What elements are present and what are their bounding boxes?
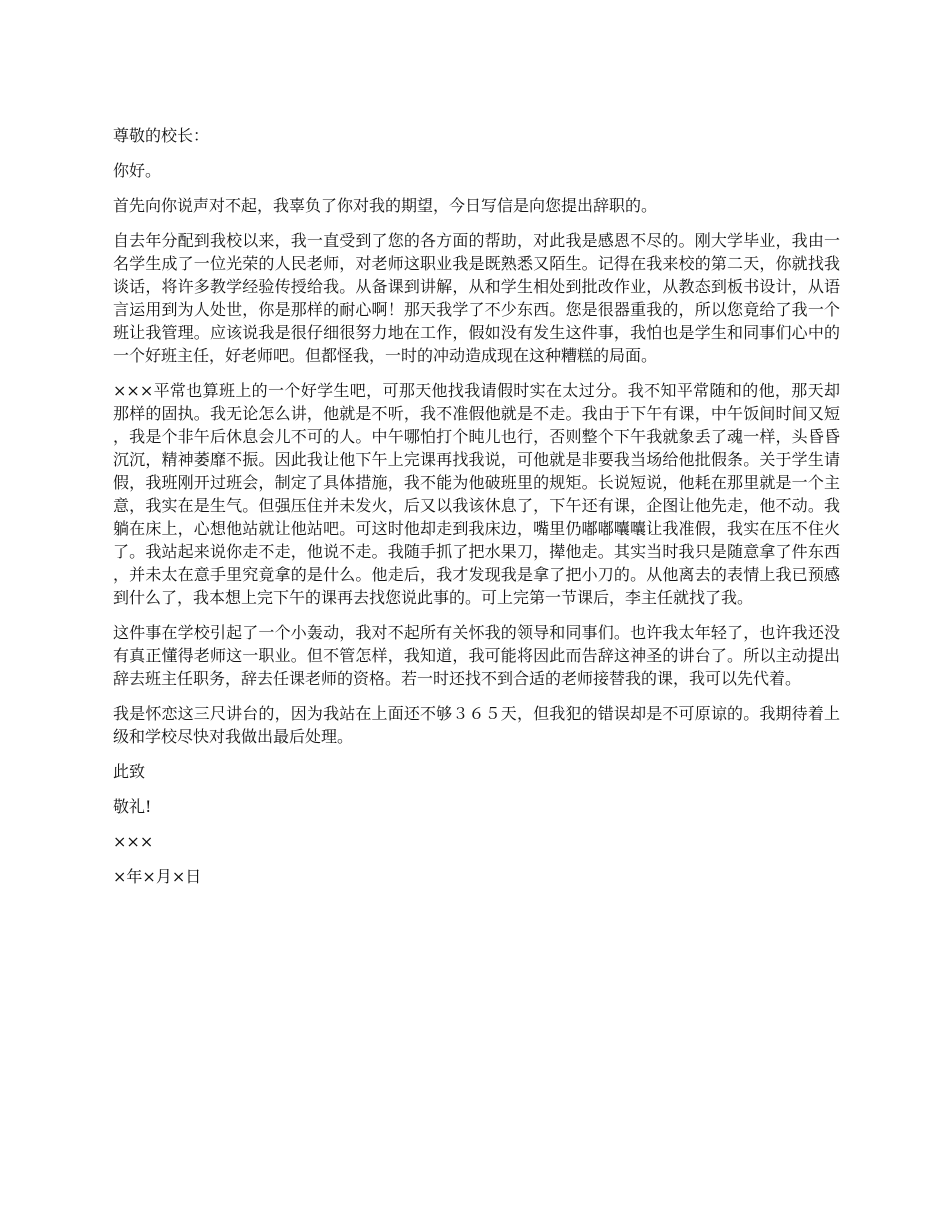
paragraph-conclusion: 我是怀恋这三尺讲台的，因为我站在上面还不够３６５天，但我犯的错误却是不可原谅的。我期待着上级和学校尽快对我做出最后处理。 bbox=[113, 704, 840, 746]
paragraph-apology: 首先向你说声对不起，我辜负了你对我的期望，今日写信是向您提出辞职的。 bbox=[113, 196, 658, 215]
letter-body bbox=[113, 124, 840, 900]
paragraph-incident: ×××平常也算班上的一个好学生吧，可那天他找我请假时实在太过分。我不知平常随和的他，那天却那样的固执。我无论怎么讲，他就是不听，我不准假他就是不走。我由于下午有课，中午饭间时间又短，我是个非午后休息会儿不可的人。中午哪怕打个盹儿也行，否则整个下午我就象丢了魂一样，头昏昏沉沉，精神萎靡不振。因此我让他下午上完课再找我说，可他就是非要我当场给他批假条。关于学生请假，我班刚开过班会，制定了具体措施，我不能为他破班里的规矩。长说短说，他耗在那里就是一个主意，我实在是生气。但强压住并未发火，后又以我该休息了，下午还有课，企图让他先走，他不动。我躺在床上，心想他站就让他站吧。可这时他却走到我床边，嘴里仍嘟嘟囔囔让我准假，我实在压不住火了。我站起来说你走不走，他说不走。我随手抓了把水果刀，撵他走。其实当时我只是随意拿了件东西，并未太在意手里究竟拿的是什么。他走后，我才发现我是拿了把小刀的。从他离去的表情上我已预感到什么了，我本想上完下午的课再去找您说此事的。可上完第一节课后，李主任就找了我。 bbox=[113, 381, 840, 607]
paragraph-background: 自去年分配到我校以来，我一直受到了您的各方面的帮助，对此我是感恩不尽的。刚大学毕业，我由一名学生成了一位光荣的人民老师，对老师这职业我是既熟悉又陌生。记得在我来校的第二天，你就找我谈话，将许多教学经验传授给我。从备课到讲解，从和学生相处到批改作业，从教态到板书设计，从语言运用到为人处世，你是那样的耐心啊！那天我学了不少东西。您是很器重我的，所以您竟给了我一个班让我管理。应该说我是很仔细很努力地在工作，假如没有发生这件事，我怕也是学生和同事们心中的一个好班主任，好老师吧。但都怪我，一时的冲动造成现在这种糟糕的局面。 bbox=[113, 231, 840, 365]
regards: 敬礼! bbox=[113, 797, 152, 816]
greeting: 你好。 bbox=[113, 161, 162, 180]
paragraph-resignation: 这件事在学校引起了一个小轰动，我对不起所有关怀我的领导和同事们。也许我太年轻了，也许我还没有真正懂得老师这一职业。但不管怎样，我知道，我可能将因此而告辞这神圣的讲台了。所以主动提出辞去班主任职务，辞去任课老师的资格。若一时还找不到合适的老师接替我的课，我可以先代着。 bbox=[113, 623, 840, 688]
signature: ××× bbox=[113, 832, 154, 851]
closing: 此致 bbox=[113, 762, 146, 781]
salutation: 尊敬的校长： bbox=[113, 126, 210, 145]
date: ×年×月×日 bbox=[113, 867, 202, 886]
